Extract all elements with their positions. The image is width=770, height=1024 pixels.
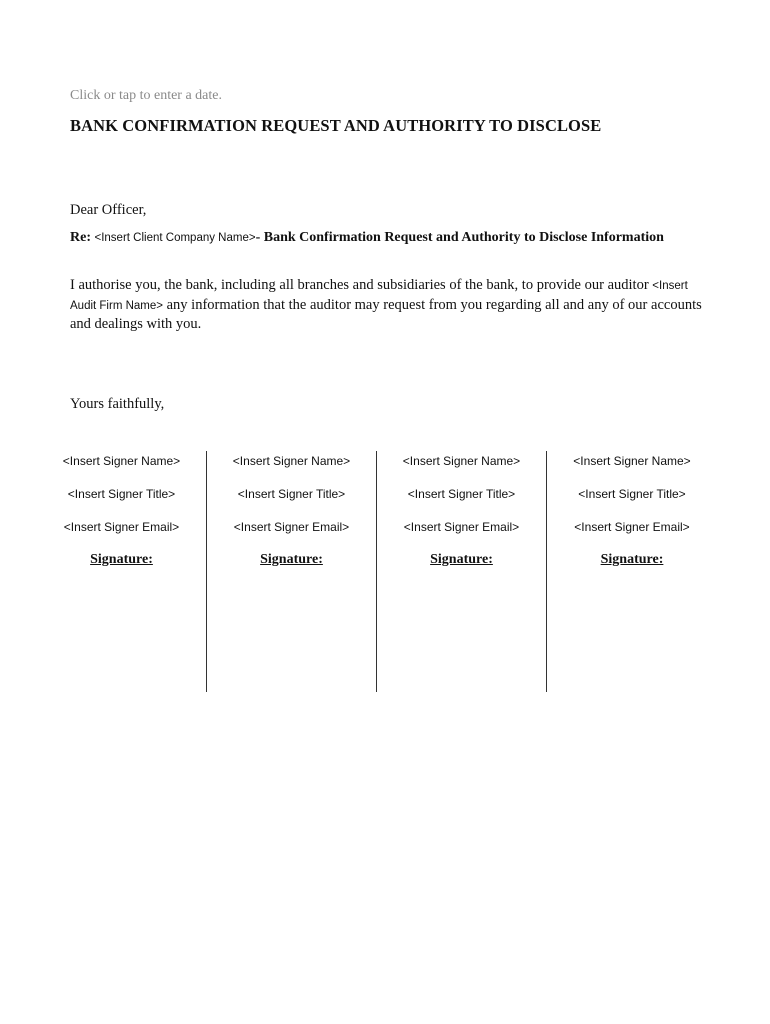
re-label: Re: <box>70 230 95 245</box>
signer-column-2 <box>207 451 377 692</box>
signer-name-placeholder[interactable]: <Insert Signer Name> <box>232 454 351 468</box>
signer-title-placeholder[interactable]: <Insert Signer Title> <box>407 487 516 501</box>
signature-label: Signature: <box>430 552 493 567</box>
signer-table <box>37 451 718 692</box>
closing: Yours faithfully, <box>70 396 165 412</box>
signer-name-placeholder[interactable]: <Insert Signer Name> <box>62 454 181 468</box>
body-text-part-2: any information that the auditor may request from you regarding all and any of our accounts and dealings with you. <box>70 296 702 332</box>
salutation: Dear Officer, <box>70 202 147 218</box>
signer-email-placeholder[interactable]: <Insert Signer Email> <box>574 520 690 534</box>
authorisation-paragraph <box>70 276 710 334</box>
signer-column-4 <box>547 451 717 692</box>
signer-email-placeholder[interactable]: <Insert Signer Email> <box>233 520 350 534</box>
signer-title-placeholder[interactable]: <Insert Signer Title> <box>237 487 346 501</box>
re-subject: - Bank Confirmation Request and Authority to Disclose Information <box>255 230 664 245</box>
client-company-placeholder[interactable]: <Insert Client Company Name> <box>94 232 256 244</box>
signer-name-placeholder[interactable]: <Insert Signer Name> <box>573 454 691 468</box>
signer-column-3 <box>377 451 547 692</box>
signer-name-placeholder[interactable]: <Insert Signer Name> <box>402 454 521 468</box>
signer-title-placeholder[interactable]: <Insert Signer Title> <box>67 487 176 501</box>
signer-column-1 <box>37 451 207 692</box>
signature-label: Signature: <box>90 552 153 567</box>
audit-firm-placeholder[interactable]: <Insert Audit Firm Name> <box>70 280 688 312</box>
date-picker-field[interactable]: Click or tap to enter a date. <box>70 88 222 103</box>
signer-email-placeholder[interactable]: <Insert Signer Email> <box>63 520 180 534</box>
body-text-part-1: I authorise you, the bank, including all branches and subsidiaries of the bank, to provide our auditor <box>70 277 653 293</box>
signer-title-placeholder[interactable]: <Insert Signer Title> <box>578 487 686 501</box>
document-title: BANK CONFIRMATION REQUEST AND AUTHORITY TO DISCLOSE <box>70 116 602 135</box>
signer-email-placeholder[interactable]: <Insert Signer Email> <box>403 520 520 534</box>
signature-label: Signature: <box>600 552 664 567</box>
re-line <box>70 229 710 247</box>
signature-label: Signature: <box>260 552 323 567</box>
